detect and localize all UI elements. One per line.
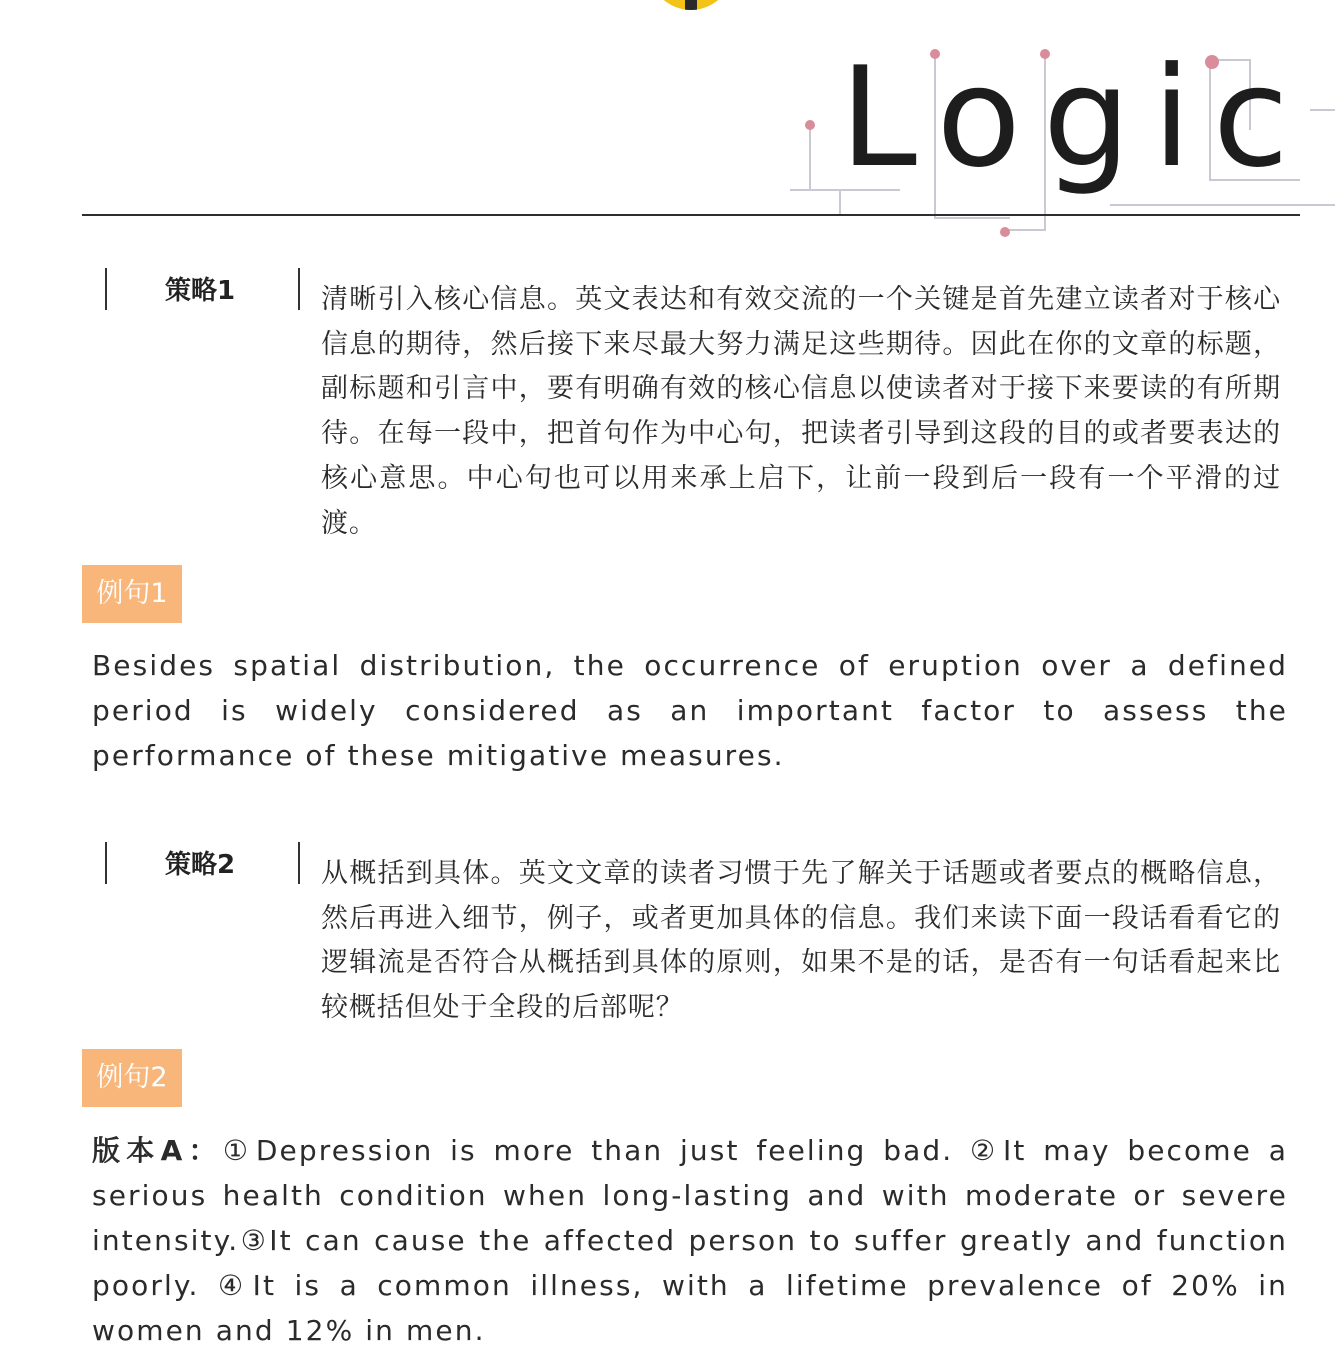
logic-logo-banner: [780, 30, 1335, 252]
example-2-paragraph: [92, 1128, 1288, 1353]
header-divider: [82, 214, 1300, 216]
strategy-1-right-bar: [298, 268, 300, 310]
yellow-emblem-icon: [649, 0, 733, 10]
version-a-label: 版本A：: [92, 1134, 223, 1167]
strategy-1-label: 策略1: [165, 276, 236, 306]
example-2-text: ①Depression is more than just feeling bad. ②It may become a serious health condition when long-lasting and with moderate or severe intensity.③It can cause the affected person to suffer greatly and function poorly. ④It is a common illness, with a lifetime prevalence of 20% in women and 12% in men.: [92, 1134, 1288, 1347]
strategy-1-left-bar: [105, 268, 107, 310]
strategy-2-right-bar: [298, 842, 300, 884]
example-1-tag: 例句1: [82, 565, 182, 623]
example-2-tag: 例句2: [82, 1049, 182, 1107]
strategy-1-text: 清晰引入核心信息。英文表达和有效交流的一个关键是首先建立读者对于核心信息的期待，然后接下来尽最大努力满足这些期待。因此在你的文章的标题，副标题和引言中，要有明确有效的核心信息以使读者对于接下来要读的有所期待。在每一段中，把首句作为中心句，把读者引导到这段的目的或者要表达的核心意思。中心句也可以用来承上启下，让前一段到后一段有一个平滑的过渡。: [321, 284, 1281, 539]
strategy-2-left-bar: [105, 842, 107, 884]
strategy-2-text: 从概括到具体。英文文章的读者习惯于先了解关于话题或者要点的概略信息，然后再进入细节，例子，或者更加具体的信息。我们来读下面一段话看看它的逻辑流是否符合从概括到具体的原则，如果不是的话，是否有一句话看起来比较概括但处于全段的后部呢？: [321, 858, 1281, 1024]
strategy-2-label: 策略2: [165, 850, 236, 880]
logo-word: Logic: [840, 37, 1311, 198]
example-1-text: Besides spatial distribution, the occurrence of eruption over a defined period is widely considered as an important factor to assess the performance of these mitigative measures.: [92, 649, 1288, 772]
